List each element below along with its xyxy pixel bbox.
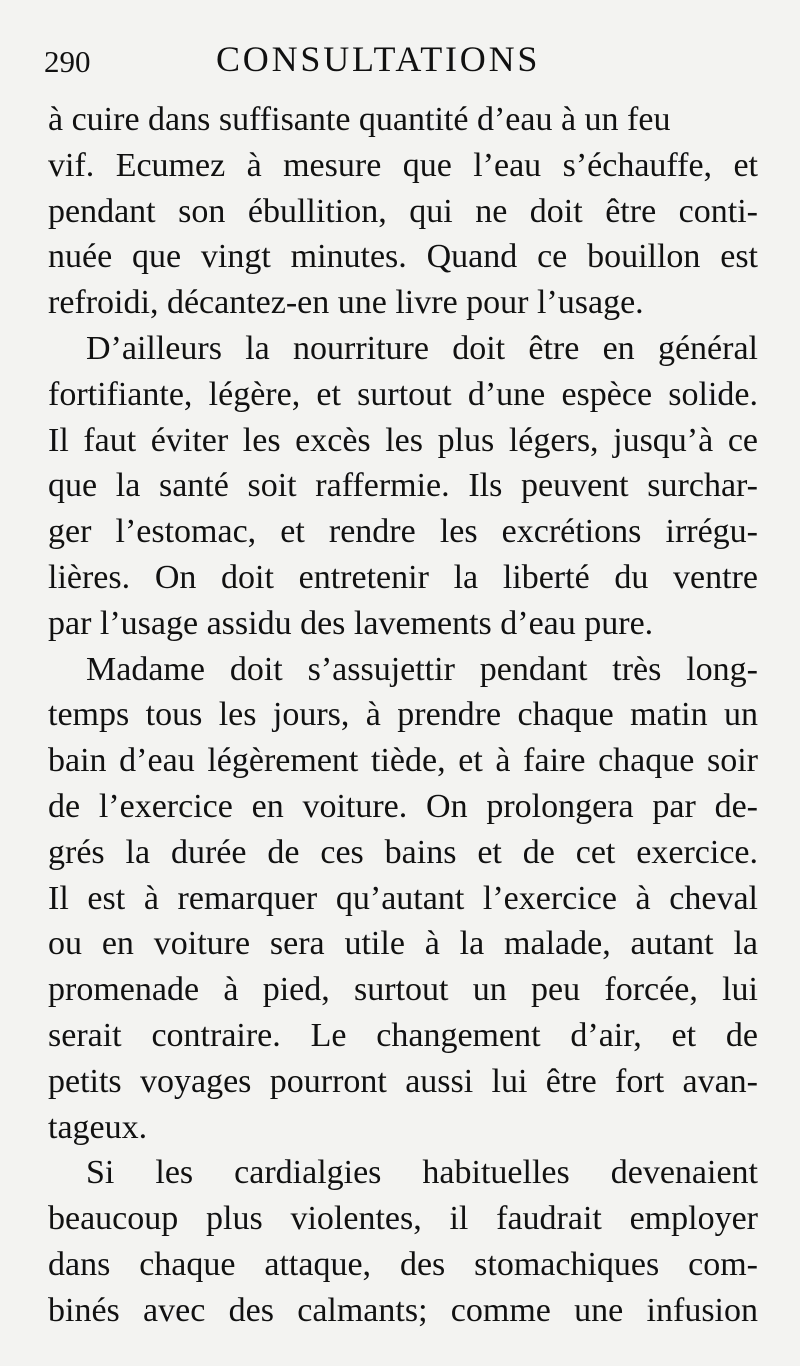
- text-line: temps tous les jours, à prendre chaque matin un: [48, 696, 758, 734]
- text-line: petits voyages pourront aussi lui être fort avan-: [48, 1062, 758, 1100]
- page-number: 290: [44, 44, 91, 79]
- text-line: ger l’estomac, et rendre les excrétions irrégu-: [48, 513, 758, 551]
- text-line: grés la durée de ces bains et de cet exercice.: [48, 833, 758, 871]
- text-line: nuée que vingt minutes. Quand ce bouillon est: [48, 238, 758, 276]
- text-line: fortifiante, légère, et surtout d’une espèce solide.: [48, 375, 758, 413]
- running-head: CONSULTATIONS: [216, 39, 541, 79]
- text-line: dans chaque attaque, des stomachiques com-: [48, 1245, 758, 1283]
- text-line: refroidi, décantez-en une livre pour l’usage.: [48, 284, 644, 322]
- text-line: Il faut éviter les excès les plus légers, jusqu’à ce: [48, 421, 758, 459]
- text-line: serait contraire. Le changement d’air, et de: [48, 1016, 758, 1054]
- text-line: de l’exercice en voiture. On prolongera par de-: [48, 787, 758, 825]
- text-line: binés avec des calmants; comme une infusion: [48, 1291, 758, 1329]
- text-line: que la santé soit raffermie. Ils peuvent surchar-: [48, 467, 758, 505]
- text-line: D’ailleurs la nourriture doit être en général: [86, 329, 758, 367]
- text-line: Il est à remarquer qu’autant l’exercice à cheval: [48, 879, 758, 917]
- text-line: Si les cardialgies habituelles devenaient: [86, 1154, 758, 1192]
- text-line: par l’usage assidu des lavements d’eau pure.: [48, 604, 654, 642]
- body-text: [48, 97, 758, 1334]
- text-line: Madame doit s’assujettir pendant très long-: [86, 650, 758, 688]
- text-line: promenade à pied, surtout un peu forcée, lui: [48, 971, 758, 1009]
- text-line: ou en voiture sera utile à la malade, autant la: [48, 925, 758, 963]
- text-line: pendant son ébullition, qui ne doit être conti-: [48, 192, 758, 230]
- text-line: bain d’eau légèrement tiède, et à faire chaque soir: [48, 742, 758, 780]
- text-line: lières. On doit entretenir la liberté du ventre: [48, 558, 758, 596]
- text-line: tageux.: [48, 1108, 148, 1146]
- text-line: vif. Ecumez à mesure que l’eau s’échauffe, et: [48, 146, 758, 184]
- text-line: beaucoup plus violentes, il faudrait employer: [48, 1200, 758, 1238]
- page-header: [44, 36, 764, 84]
- text-line: à cuire dans suffisante quantité d’eau à un feu: [48, 101, 671, 138]
